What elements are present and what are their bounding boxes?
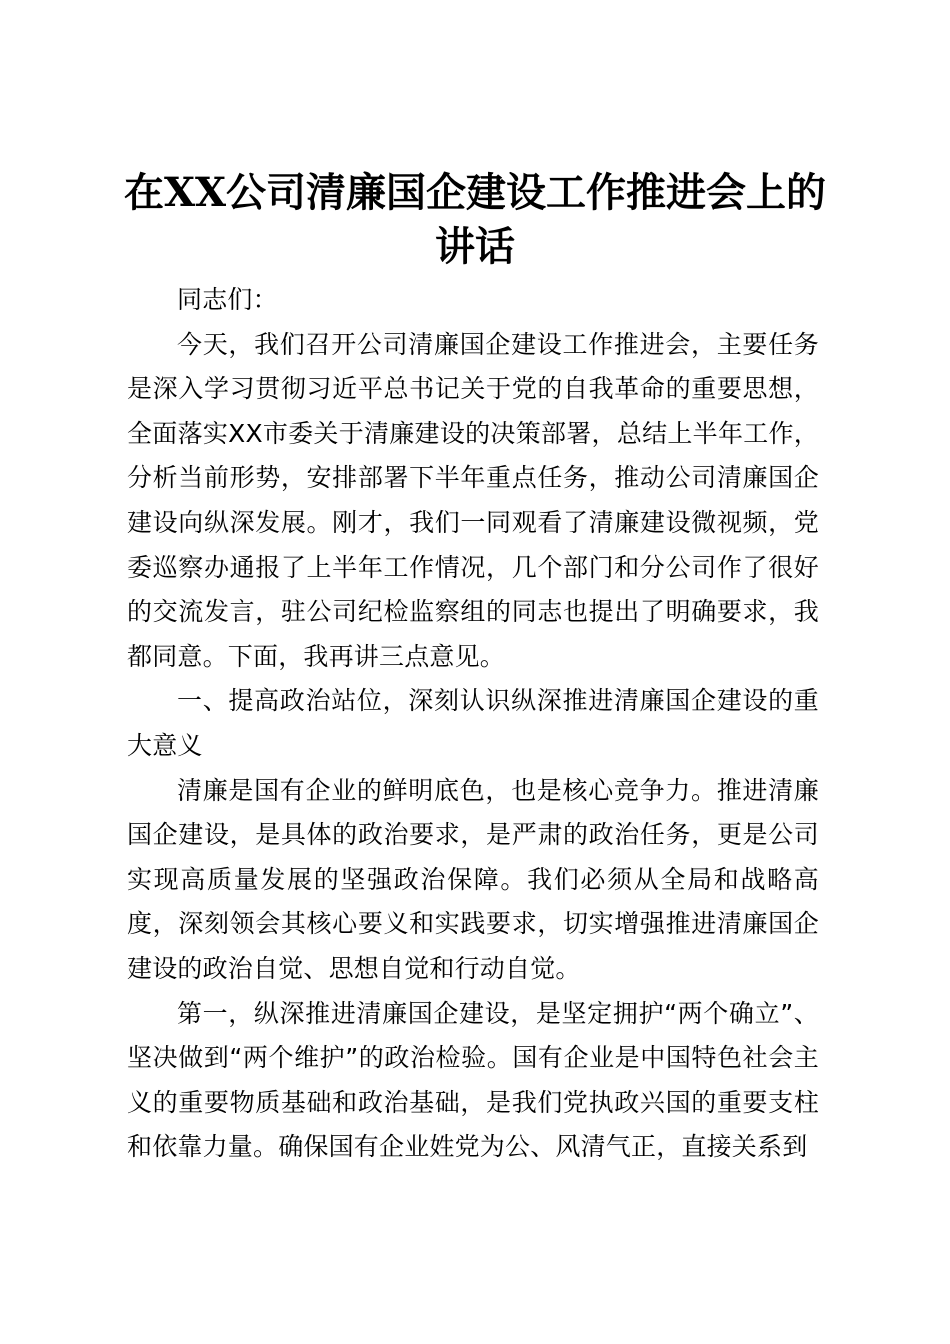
paragraph: 清廉是国有企业的鲜明底色，也是核心竞争力。推进清廉国企建设，是具体的政治要求，是严肃的政治任务，更是公司实现高质量发展的坚强政治保障。我们必须从全局和战略高度，深刻领会其核心要义和实践要求，切实增强推进清廉国企建设的政治自觉、思想自觉和行动自觉。 xyxy=(127,775,819,983)
section-heading-1: 一、提高政治站位，深刻认识纵深推进清廉国企建设的重大意义 xyxy=(127,686,819,760)
salutation: 同志们： xyxy=(177,285,278,314)
document-body xyxy=(127,278,819,1170)
paragraph: 第一，纵深推进清廉国企建设，是坚定拥护“两个确立”、坚决做到“两个维护”的政治检验。国有企业是中国特色社会主义的重要物质基础和政治基础，是我们党执政兴国的重要支柱和依靠力量。确保国有企业姓党为公、风清气正，直接关系到 xyxy=(127,998,819,1162)
document-title: 在XX公司清廉国企建设工作推进会上的讲话 xyxy=(123,169,827,270)
paragraph-intro: 今天，我们召开公司清廉国企建设工作推进会，主要任务是深入学习贯彻习近平总书记关于党的自我革命的重要思想，全面落实XX市委关于清廉建设的决策部署，总结上半年工作，分析当前形势，安排部署下半年重点任务，推动公司清廉国企建设向纵深发展。刚才，我们一同观看了清廉建设微视频，党委巡察办通报了上半年工作情况，几个部门和分公司作了很好的交流发言，驻公司纪检监察组的同志也提出了明确要求，我都同意。下面，我再讲三点意见。 xyxy=(127,329,819,671)
